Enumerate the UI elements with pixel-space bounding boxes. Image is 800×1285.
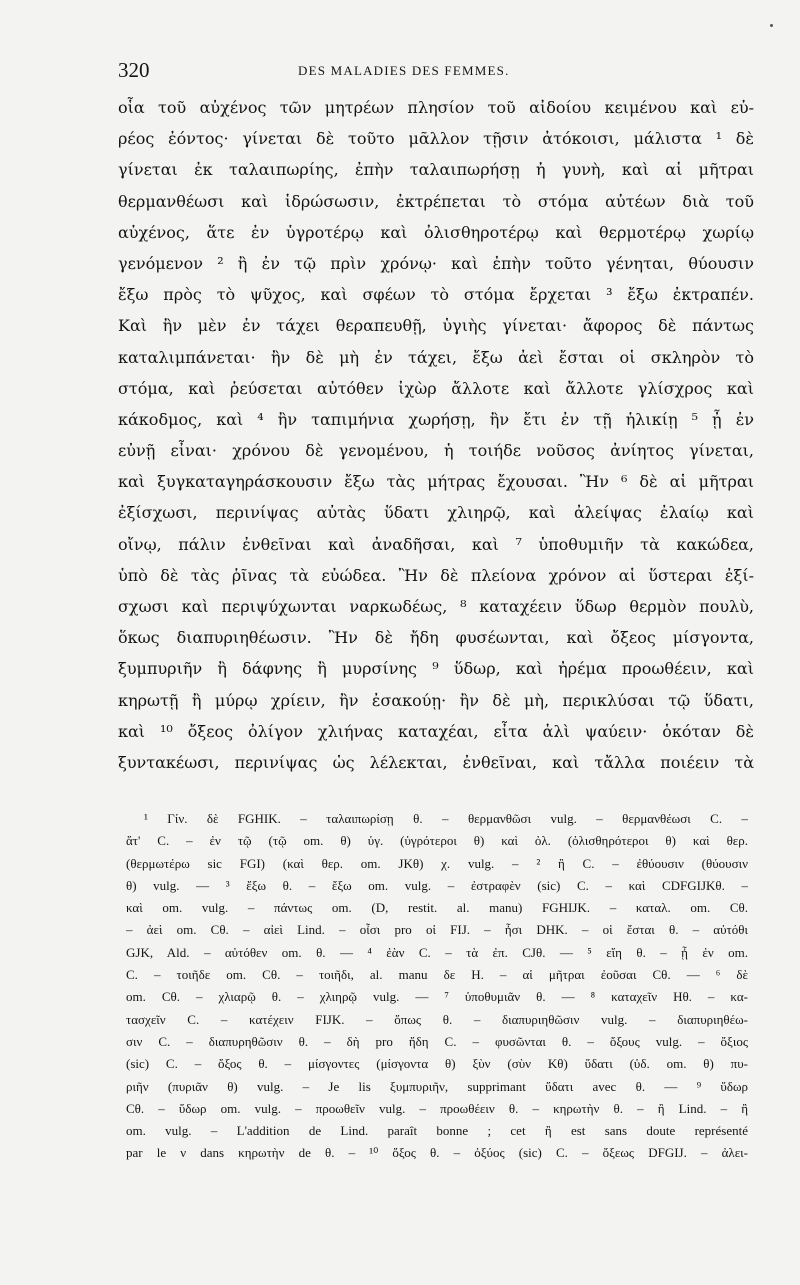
text-line: καταλιμπάνεται· ἢν δὲ μὴ ἐν τάχει, ἔξω ἀεὶ ἔσται οἱ σκληρὸν τὸ bbox=[118, 347, 754, 367]
text-line: σχωσι καὶ περιψύχωνται ναρκωδέως, ⁸ καταχέειν ὕδωρ θερμὸν πουλὺ, bbox=[118, 597, 754, 616]
footnote-line: ¹ Γίν. δὲ FGHIK. – ταλαιπωρίσῃ θ. – θερμανθῶσι vulg. – θερμανθέωσι C. – bbox=[144, 811, 748, 826]
footnote-line: om. vulg. – L'addition de Lind. paraît bonne ; cet ἢ est sans doute représenté bbox=[126, 1123, 748, 1139]
text-line: αὐχένος, ἅτε ἐν ὑγροτέρῳ καὶ ὀλισθηροτέρῳ καὶ θερμοτέρῳ χωρίῳ bbox=[118, 222, 754, 242]
main-greek-text bbox=[118, 92, 754, 778]
page-edge-speck bbox=[770, 24, 773, 27]
footnotes bbox=[126, 808, 748, 1165]
footnote-line: τασχεῖν C. – κατέχειν FIJK. – ὅπως θ. – διαπυριηθῶσιν vulg. – διαπυριηθέω- bbox=[126, 1011, 748, 1027]
text-line: ἐξίσχωσι, περινίψας αὐτὰς ὕδατι χλιηρῷ, καὶ ἀλείψας ἐλαίῳ καὶ bbox=[118, 503, 754, 523]
text-line: ὅκως διαπυριηθέωσιν. Ἢν δὲ ἤδη φυσέωνται, καὶ ὄξεος μίσγοντα, bbox=[118, 628, 754, 648]
running-head bbox=[118, 58, 750, 84]
text-line: κάκοδμος, καὶ ⁴ ἢν ταπιμήνια χωρήσῃ, ἢν ἔτι ἐν τῇ ἡλικίῃ ⁵ ᾖ ἐν bbox=[118, 409, 754, 429]
footnote-line: Cθ. – ὕδωρ om. vulg. – προωθεῖν vulg. – προωθέειν θ. – κηρωτὴν θ. – ἢ Lind. – ἢ bbox=[126, 1100, 748, 1116]
footnote-line: par le ν dans κηρωτὴν de θ. – ¹⁰ ὄξος θ. – ὀξύος (sic) C. – ὄξεως DFGIJ. – ἀλει- bbox=[126, 1145, 748, 1161]
footnote-line: C. – τοιῆδε om. Cθ. – τοιῆδι, al. manu δε H. – αἱ μῆτραι ἐοῦσαι Cθ. — ⁶ δὲ bbox=[126, 967, 748, 983]
text-line: ρέος ἐόντος· γίνεται δὲ τοῦτο μᾶλλον τῇσιν ἀτόκοισι, μάλιστα ¹ δὲ bbox=[118, 129, 754, 149]
text-line: ὑπὸ δὲ τὰς ῥῖνας τὰ εὐώδεα. Ἢν δὲ πλείονα χρόνον αἱ ὕστεραι ἐξί- bbox=[118, 565, 754, 585]
text-line: ξυντακέωσι, περινίψας ὡς λέλεκται, ἐνθεῖναι, καὶ τἄλλα ποιέειν τὰ bbox=[118, 752, 754, 772]
text-line: καὶ ξυγκαταγηράσκουσιν ἔξω τὰς μήτρας ἔχουσαι. Ἢν ⁶ δὲ αἱ μῆτραι bbox=[118, 472, 754, 492]
footnote-line: om. Cθ. – χλιαρῷ θ. – χλιηρῷ vulg. — ⁷ ὑποθυμιᾶν θ. — ⁸ καταχεῖν Hθ. – κα- bbox=[126, 989, 748, 1005]
text-line: Καὶ ἢν μὲν ἐν τάχει θεραπευθῇ, ὑγιὴς γίνεται· ἄφορος δὲ πάντως bbox=[118, 316, 754, 336]
text-line: οἴνῳ, πάλιν ἐνθεῖναι καὶ ἀναδῆσαι, καὶ ⁷ ὑποθυμιῆν τὰ κακώδεα, bbox=[118, 534, 754, 554]
page-number: 320 bbox=[118, 58, 150, 82]
text-line: οἷα τοῦ αὐχένος τῶν μητρέων πλησίον τοῦ αἰδοίου κειμένου καὶ εὐ- bbox=[118, 98, 754, 117]
text-line: καὶ ¹⁰ ὄξεος ὀλίγον χλιήνας καταχέαι, εἶτα ἁλὶ ψαύειν· ὁκόταν δὲ bbox=[118, 721, 754, 741]
text-line: γίνεται ἐκ ταλαιπωρίης, ἐπὴν ταλαιπωρήσῃ ἡ γυνὴ, καὶ αἱ μῆτραι bbox=[118, 160, 754, 180]
footnote-line: (θερμωτέρω sic FGI) (καὶ θερ. om. JKθ) χ. vulg. – ² ἢ C. – ἐθύουσιν (θύουσιν bbox=[126, 855, 748, 871]
text-line: εὐνῇ εἶναι· χρόνου δὲ γενομένου, ἡ τοιήδε νοῦσος ἀνίητος γίνεται, bbox=[118, 441, 754, 461]
text-line: θερμανθέωσι καὶ ἱδρώσωσιν, ἐκτρέπεται τὸ στόμα αὐτέων διὰ τοῦ bbox=[118, 191, 754, 211]
text-line: στόμα, καὶ ῥεύσεται αὐτόθεν ἰχὼρ ἄλλοτε καὶ ἄλλοτε γλίσχρος καὶ bbox=[118, 378, 754, 398]
footnote-line: ἅτ' C. – ἐν τῷ (τῷ om. θ) ὑγ. (ὑγρότεροι θ) καὶ ὀλ. (ὀλισθηρότεροι θ) καὶ θερ. bbox=[126, 833, 748, 849]
running-title: DES MALADIES DES FEMMES. bbox=[298, 63, 510, 78]
text-line: γενόμενον ² ἢ ἐν τῷ πρὶν χρόνῳ· καὶ ἐπὴν τοῦτο γένηται, θύουσιν bbox=[118, 253, 754, 273]
text-line: κηρωτῇ ἢ μύρῳ χρίειν, ἢν ἐσακούῃ· ἢν δὲ μὴ, περικλύσαι τῷ ὕδατι, bbox=[118, 690, 754, 710]
text-line: ἔξω πρὸς τὸ ψῦχος, καὶ σφέων τὸ στόμα ἔρχεται ³ ἔξω ἐκτραπέν. bbox=[118, 285, 754, 305]
footnote-line: GJK, Ald. – αὐτόθεν om. θ. — ⁴ ἐὰν C. – τὰ ἐπ. CJθ. — ⁵ εἴη θ. – ᾖ ἐν om. bbox=[126, 944, 748, 960]
footnote-line: – ἀεὶ om. Cθ. – αἰεὶ Lind. – οἶσι pro οἱ FIJ. – ἦσι DHK. – οἱ ἔσται θ. – αὐτόθι bbox=[126, 922, 748, 938]
footnote-line: σιν C. – διαπυρηθῶσιν θ. – δὴ pro ἤδη C. – φυσῶνται θ. – ὄξους vulg. – ὄξιος bbox=[126, 1033, 748, 1049]
footnote-line: καὶ om. vulg. – πάντως om. (D, restit. al. manu) FGHIJK. – καταλ. om. Cθ. bbox=[126, 900, 748, 916]
text-line: ξυμπυριῆν ἢ δάφνης ἢ μυρσίνης ⁹ ὕδωρ, καὶ ἠρέμα προωθέειν, καὶ bbox=[118, 659, 754, 679]
footnote-line: θ) vulg. — ³ ἔξω θ. – ἔξω om. vulg. – ἐστραφὲν (sic) C. – καὶ CDFGIJKθ. – bbox=[126, 877, 748, 893]
footnote-line: (sic) C. – ὄξος θ. – μίσγοντες (μίσγοντα θ) ξὺν (σὺν Kθ) ὕδατι (ὑδ. om. θ) πυ- bbox=[126, 1056, 748, 1072]
footnote-line: ριῆν (πυριᾶν θ) vulg. – Je lis ξυμπυριῆν, supprimant ὕδατι avec θ. — ⁹ ὕδωρ bbox=[126, 1078, 748, 1094]
